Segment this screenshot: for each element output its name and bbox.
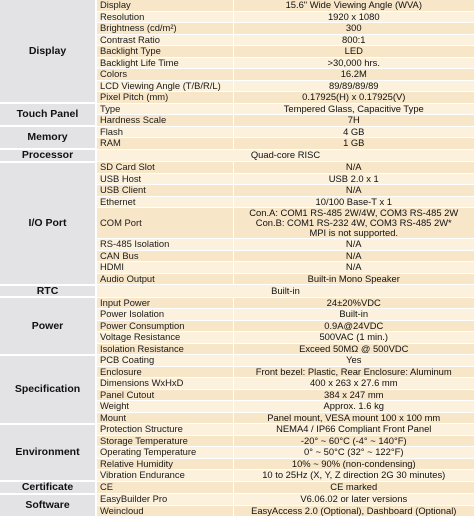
table-row <box>0 0 474 11</box>
category-cell: Processor <box>0 149 96 162</box>
spec-value: 10 to 25Hz (X, Y, Z direction 2G 30 minutes) <box>233 470 474 482</box>
spec-value: Yes <box>233 355 474 367</box>
table-row <box>0 103 474 115</box>
category-cell: Power <box>0 297 96 355</box>
table-row <box>0 149 474 162</box>
spec-value: N/A <box>233 250 474 262</box>
spec-value: Quad-core RISC <box>96 149 474 162</box>
spec-value: Built-in <box>233 309 474 321</box>
spec-value-line: Con.B: COM1 RS-232 4W, COM3 RS-485 2W* <box>255 217 452 228</box>
spec-value: -20° ~ 60°C (-4° ~ 140°F) <box>233 435 474 447</box>
spec-label: Display <box>96 0 233 11</box>
spec-value: 800:1 <box>233 34 474 46</box>
spec-value: 10/100 Base-T x 1 <box>233 196 474 208</box>
table-row <box>0 424 474 436</box>
spec-value: Approx. 1.6 kg <box>233 401 474 413</box>
spec-label: Relative Humidity <box>96 458 233 470</box>
spec-value: Exceed 50MΩ @ 500VDC <box>233 343 474 355</box>
spec-value: 24±20%VDC <box>233 297 474 309</box>
spec-label: USB Client <box>96 185 233 197</box>
table-row <box>0 285 474 298</box>
spec-label: Resolution <box>96 11 233 23</box>
spec-label: Protection Structure <box>96 424 233 436</box>
spec-label: LCD Viewing Angle (T/B/R/L) <box>96 80 233 92</box>
spec-label: Type <box>96 103 233 115</box>
spec-value: Built-in <box>96 285 474 298</box>
spec-label: Voltage Resistance <box>96 332 233 344</box>
spec-label: Panel Cutout <box>96 389 233 401</box>
spec-value: 1920 x 1080 <box>233 11 474 23</box>
spec-label: Colors <box>96 69 233 81</box>
spec-value: N/A <box>233 162 474 174</box>
spec-value: Tempered Glass, Capacitive Type <box>233 103 474 115</box>
spec-value: 4 GB <box>233 126 474 138</box>
spec-value <box>233 208 474 239</box>
spec-value: 0° ~ 50°C (32° ~ 122°F) <box>233 447 474 459</box>
spec-value: EasyAccess 2.0 (Optional), Dashboard (Optional) <box>233 505 474 517</box>
spec-label: Backlight Type <box>96 46 233 58</box>
spec-label: CE <box>96 481 233 494</box>
category-cell: Software <box>0 494 96 517</box>
table-row <box>0 162 474 174</box>
spec-value-line: MPI is not supported. <box>309 227 399 238</box>
spec-value: 400 x 263 x 27.6 mm <box>233 378 474 390</box>
spec-value: 0.9A@24VDC <box>233 320 474 332</box>
spec-label: Enclosure <box>96 366 233 378</box>
table-row <box>0 481 474 494</box>
spec-value: Built-in Mono Speaker <box>233 273 474 285</box>
category-cell: Touch Panel <box>0 103 96 126</box>
spec-label: Storage Temperature <box>96 435 233 447</box>
spec-value: 7H <box>233 115 474 127</box>
spec-label: USB Host <box>96 173 233 185</box>
spec-label: Vibration Endurance <box>96 470 233 482</box>
category-cell: Environment <box>0 424 96 482</box>
spec-value: CE marked <box>233 481 474 494</box>
spec-value: 89/89/89/89 <box>233 80 474 92</box>
table-row <box>0 494 474 506</box>
spec-value: 300 <box>233 23 474 35</box>
category-cell: Specification <box>0 355 96 424</box>
category-cell: Memory <box>0 126 96 149</box>
spec-label: Power Isolation <box>96 309 233 321</box>
spec-label: Dimensions WxHxD <box>96 378 233 390</box>
spec-label: Backlight Life Time <box>96 57 233 69</box>
spec-value: Front bezel: Plastic, Rear Enclosure: Aluminum <box>233 366 474 378</box>
spec-label: Brightness (cd/m²) <box>96 23 233 35</box>
spec-label: Mount <box>96 412 233 424</box>
spec-value: 500VAC (1 min.) <box>233 332 474 344</box>
category-cell: I/O Port <box>0 162 96 285</box>
spec-value: 15.6" Wide Viewing Angle (WVA) <box>233 0 474 11</box>
spec-value: N/A <box>233 239 474 251</box>
spec-value: 384 x 247 mm <box>233 389 474 401</box>
category-cell: RTC <box>0 285 96 298</box>
spec-label: RS-485 Isolation <box>96 239 233 251</box>
spec-label: Hardness Scale <box>96 115 233 127</box>
spec-label: Flash <box>96 126 233 138</box>
spec-label: COM Port <box>96 208 233 239</box>
spec-value-line: Con.A: COM1 RS-485 2W/4W, COM3 RS-485 2W <box>249 207 459 218</box>
spec-label: Operating Temperature <box>96 447 233 459</box>
spec-label: Weight <box>96 401 233 413</box>
category-cell: Display <box>0 0 96 103</box>
spec-value: N/A <box>233 262 474 274</box>
spec-label: SD Card Slot <box>96 162 233 174</box>
spec-label: EasyBuilder Pro <box>96 494 233 506</box>
spec-label: Power Consumption <box>96 320 233 332</box>
spec-label: Contrast Ratio <box>96 34 233 46</box>
spec-value: N/A <box>233 185 474 197</box>
spec-label: Ethernet <box>96 196 233 208</box>
spec-label: HDMI <box>96 262 233 274</box>
spec-value: 16.2M <box>233 69 474 81</box>
table-row <box>0 355 474 367</box>
spec-label: Audio Output <box>96 273 233 285</box>
spec-label: Pixel Pitch (mm) <box>96 92 233 104</box>
spec-value: Panel mount, VESA mount 100 x 100 mm <box>233 412 474 424</box>
spec-value: 1 GB <box>233 138 474 150</box>
spec-label: Isolation Resistance <box>96 343 233 355</box>
spec-value: 10% ~ 90% (non-condensing) <box>233 458 474 470</box>
spec-value: >30,000 hrs. <box>233 57 474 69</box>
spec-value: 0.17925(H) x 0.17925(V) <box>233 92 474 104</box>
spec-value: USB 2.0 x 1 <box>233 173 474 185</box>
spec-label: Weincloud <box>96 505 233 517</box>
category-cell: Certificate <box>0 481 96 494</box>
spec-value: NEMA4 / IP66 Compliant Front Panel <box>233 424 474 436</box>
table-row <box>0 126 474 138</box>
spec-value: V6.06.02 or later versions <box>233 494 474 506</box>
spec-label: RAM <box>96 138 233 150</box>
spec-value: LED <box>233 46 474 58</box>
table-row <box>0 297 474 309</box>
spec-label: PCB Coating <box>96 355 233 367</box>
spec-label: CAN Bus <box>96 250 233 262</box>
spec-label: Input Power <box>96 297 233 309</box>
